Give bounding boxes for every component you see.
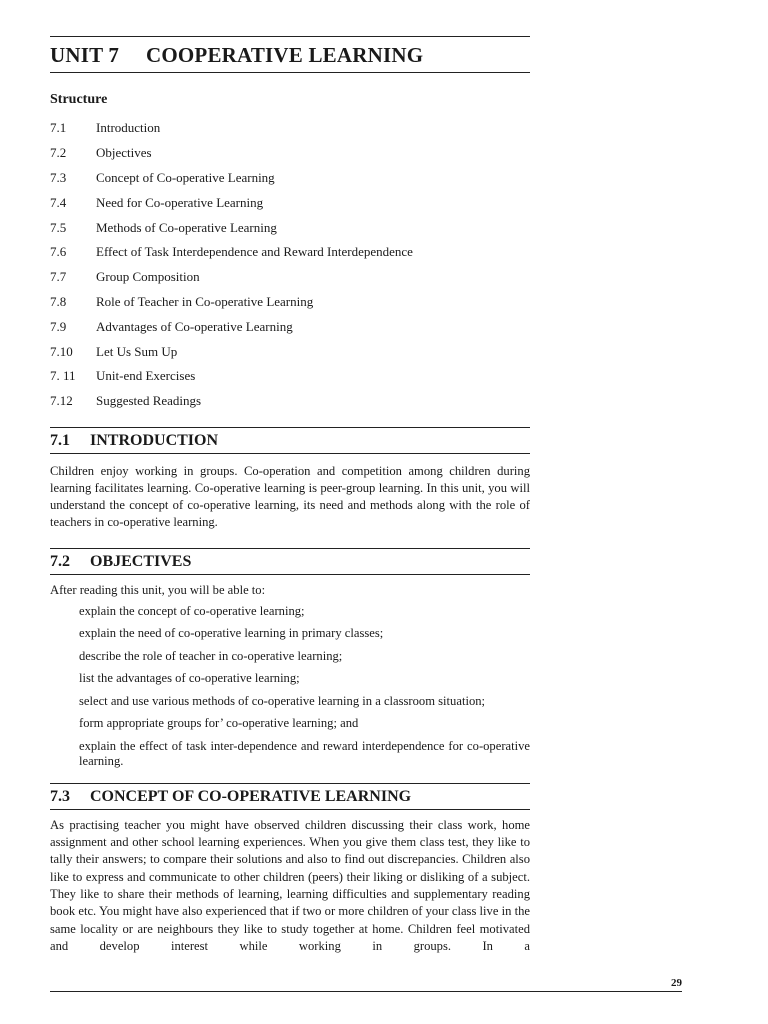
unit-title <box>50 37 530 72</box>
section-number: 7.2 <box>50 552 70 570</box>
structure-heading: Structure <box>50 92 108 107</box>
objective-item: form appropriate groups for’ co-operative learning; and <box>79 716 359 731</box>
structure-item <box>50 166 530 191</box>
structure-item-number: 7.2 <box>50 145 67 161</box>
structure-item-number: 7.7 <box>50 269 67 285</box>
section-title: OBJECTIVES <box>90 552 192 570</box>
objective-item: explain the need of co-operative learning in primary classes; <box>79 626 384 641</box>
structure-item-label: Effect of Task Interdependence and Reward Interdependence <box>96 244 413 260</box>
objectives-list <box>50 604 530 769</box>
section-number: 7.1 <box>50 431 70 449</box>
section-number: 7.3 <box>50 787 70 805</box>
structure-item-number: 7.9 <box>50 318 67 334</box>
section-bottom-rule <box>50 809 530 810</box>
structure-item-label: Let Us Sum Up <box>96 343 178 359</box>
objective-item: list the advantages of co-operative learning; <box>79 671 300 686</box>
structure-item-label: Concept of Co-operative Learning <box>96 169 275 185</box>
section-title: CONCEPT OF CO-OPERATIVE LEARNING <box>90 787 412 805</box>
section-heading-introduction <box>50 428 530 453</box>
document-page <box>50 36 530 955</box>
section-title: INTRODUCTION <box>90 431 219 449</box>
structure-item <box>50 290 530 315</box>
structure-item-label: Role of Teacher in Co-operative Learning <box>96 293 314 309</box>
structure-item-number: 7. 11 <box>50 368 76 384</box>
structure-item-number: 7.8 <box>50 293 67 309</box>
structure-item-label: Need for Co-operative Learning <box>96 194 264 210</box>
objectives-lead: After reading this unit, you will be able to: <box>50 582 266 597</box>
structure-item <box>50 265 530 290</box>
section-heading-concept <box>50 784 530 809</box>
structure-item-label: Unit-end Exercises <box>96 368 196 384</box>
structure-item-label: Introduction <box>96 120 161 136</box>
structure-item <box>50 190 530 215</box>
section-bottom-rule <box>50 453 530 454</box>
objective-item: explain the effect of task inter-dependence and reward interdependence for co-operative learning. <box>79 738 530 768</box>
structure-item-number: 7.5 <box>50 219 67 235</box>
structure-item-number: 7.1 <box>50 120 67 136</box>
objective-item: select and use various methods of co-operative learning in a classroom situation; <box>79 693 486 708</box>
structure-item-label: Objectives <box>96 145 152 161</box>
structure-item <box>50 314 530 339</box>
section-heading-objectives <box>50 549 530 574</box>
structure-item-number: 7.6 <box>50 244 67 260</box>
section-bottom-rule <box>50 574 530 575</box>
structure-item <box>50 389 530 414</box>
structure-item-number: 7.12 <box>50 393 73 409</box>
structure-item-label: Methods of Co-operative Learning <box>96 219 277 235</box>
footer-rule <box>50 991 682 992</box>
objective-item: describe the role of teacher in co-operative learning; <box>79 648 343 663</box>
structure-list <box>50 116 530 414</box>
structure-item <box>50 339 530 364</box>
structure-item <box>50 215 530 240</box>
structure-item-label: Group Composition <box>96 269 200 285</box>
title-bottom-rule <box>50 72 530 73</box>
structure-item-label: Advantages of Co-operative Learning <box>96 318 293 334</box>
structure-item-number: 7.3 <box>50 169 67 185</box>
objective-item: explain the concept of co-operative learning; <box>79 603 305 618</box>
structure-item <box>50 364 530 389</box>
unit-number: UNIT 7 <box>50 43 120 67</box>
structure-item <box>50 141 530 166</box>
introduction-paragraph: Children enjoy working in groups. Co-operation and competition among children during learning facilitates learning. Co-operative learning is peer-group learning. In this unit, you will understand the concept of co-operative learning, its need and methods along with the role of teachers in co-operative learning. <box>50 463 530 530</box>
unit-title-text: COOPERATIVE LEARNING <box>146 43 424 67</box>
structure-item-number: 7.4 <box>50 194 67 210</box>
structure-item-number: 7.10 <box>50 343 73 359</box>
page-number: 29 <box>671 977 682 989</box>
structure-item-label: Suggested Readings <box>96 393 202 409</box>
structure-item <box>50 116 530 141</box>
concept-paragraph: As practising teacher you might have observed children discussing their class work, home assignment and other school learning experiences. When you give them class test, they like to tally their answers; to compare their solutions and also to find out discrepancies. Children also like to express and communicate to other children (peers) their liking or disliking of a subject. They like to share their methods of learning, learning difficulties and supplementary reading book etc. You might have also experienced that if two or more children of your class live in the same locality or are neighbours they like to study together at home. Children feel motivated and develop interest while working in groups. In a <box>50 817 530 953</box>
structure-item <box>50 240 530 265</box>
